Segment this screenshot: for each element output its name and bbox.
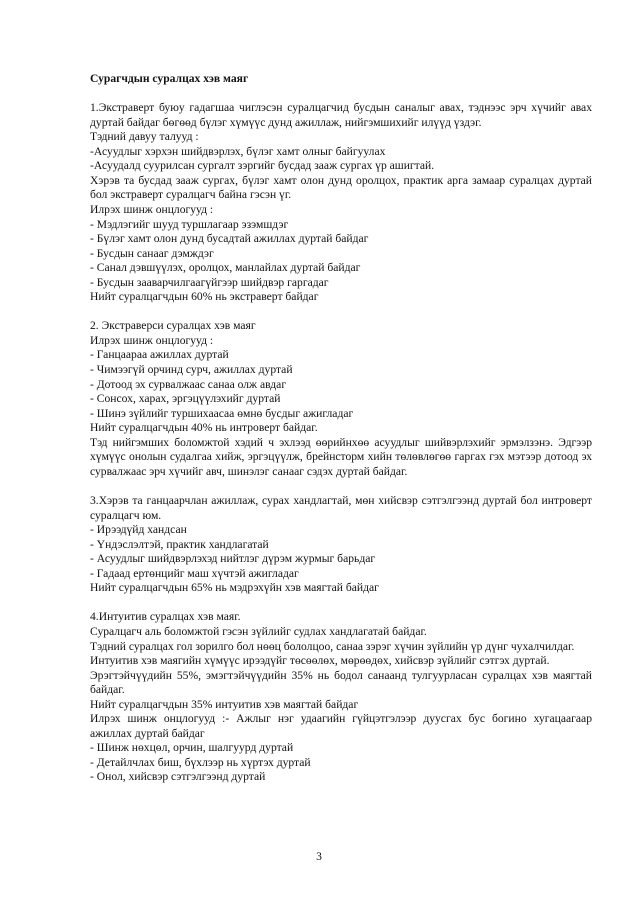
sign-item: - Мэдлэгийг шууд туршлагаар эзэмшдэг xyxy=(90,217,289,231)
sign-item: - Чимээгүй орчинд сурч, ажиллах дуртай xyxy=(90,363,293,377)
section-extravert xyxy=(90,101,592,305)
section-4-line: Тэдний суралцах гол зорилго бол нөөц бололцоо, санаа зэрэг хүчин зүйлийн үр дүнг чухалчилдаг. xyxy=(90,639,575,653)
sign-item: - Санал дэвшүүлэх, оролцох, манлайлах дуртай байдаг xyxy=(90,261,361,275)
section-1-note: Хэрэв та бусдад зааж сургах, бүлэг хамт олон дунд оролцох, практик арга замаар суралцах дуртай бол экстраверт суралцагч байна гэсэн үг. xyxy=(90,173,592,202)
signs-heading: Илрэх шинж онцлогууд : xyxy=(90,333,214,347)
document-page xyxy=(90,72,592,785)
sign-item: - Шинж нөхцөл, орчин, шалгуурд дуртай xyxy=(90,741,294,755)
section-1-intro: 1.Экстраверт буюу гадагшаа чиглэсэн суралцагчид бусдын саналыг авах, тэднээс эрч хүчийг авах дуртай байдаг бөгөөд бүлэг хүмүүс дунд ажиллаж, нийгэмшихийг илүүд үздэг. xyxy=(90,101,592,129)
section-introvert xyxy=(90,494,592,596)
document-title: Сурагчдын суралцах хэв маяг xyxy=(90,72,249,85)
spacer xyxy=(90,305,592,320)
section-4-line: Илрэх шинж онцлогууд :- Ажлыг нэг удаагийн гүйцэтгэлээр дуусгах бус богино хугацаагаар ажиллах дуртай байдаг xyxy=(90,712,592,740)
sign-item: - Шинэ зүйлийг туршихаасаа өмнө бусдыг ажигладаг xyxy=(90,406,354,420)
spacer xyxy=(90,596,592,611)
sign-item: - Бүлэг хамт олон дунд бусадтай ажиллах дуртай байдаг xyxy=(90,232,369,246)
section-4-line: Интуитив хэв маягийн хүмүүс ирээдүйг төсөөлөх, мөрөөдөх, хийсвэр зүйлийг сэтгэх дуртай. xyxy=(90,654,550,668)
section-3-intro: 3.Хэрэв та ганцаарчлан ажиллаж, сурах хандлагтай, мөн хийсвэр сэтгэлгээнд дуртай бол интроверт суралцагч юм. xyxy=(90,494,592,522)
advantages-heading: Тэдний давуу талууд : xyxy=(90,130,199,144)
advantage-item: -Асуудалд суурилсан сургалт зэргийг бусдад зааж сургах үр ашигтай. xyxy=(90,159,435,173)
sign-item: - Гадаад ертөнцийг маш хүчтэй ажигладаг xyxy=(90,566,299,580)
page-number: 3 xyxy=(316,850,322,863)
section-4-heading: 4.Интуитив суралцах хэв маяг. xyxy=(90,610,241,624)
section-2-heading: 2. Экстраверси суралцах хэв маяг xyxy=(90,319,256,333)
sign-item: - Асуудлыг шийдвэрлэхэд нийтлэг дүрэм журмыг барьдаг xyxy=(90,552,376,566)
section-1-stat: Нийт суралцагчдын 60% нь экстраверт байдаг xyxy=(90,290,319,304)
advantage-item: -Асуудлыг хэрхэн шийдвэрлэх, бүлэг хамт олныг байгуулах xyxy=(90,144,386,158)
spacer xyxy=(90,479,592,494)
section-extraversion xyxy=(90,319,592,479)
section-4-stat: Нийт суралцагчдын 35% интуитив хэв маягтай байдаг xyxy=(90,697,359,711)
sign-item: - Ирээдүйд хандсан xyxy=(90,523,187,537)
sign-item: - Детайлчлах биш, бүхлээр нь хүртэх дуртай xyxy=(90,755,311,769)
sign-item: - Үндэслэлтэй, практик хандлагатай xyxy=(90,537,269,551)
sign-item: - Сонсох, харах, эргэцүүлэхийг дуртай xyxy=(90,392,281,406)
sign-item: - Ганцаараа ажиллах дуртай xyxy=(90,348,229,362)
section-2-paragraph: Тэд нийгэмших боломжтой хэдий ч эхлээд өөрийнхөө асуудлыг шийвэрлэхийг эрмэлзэнэ. Эдгээр хүмүүс онолын судалгаа хийж, эргэцүүлж, брейнсторм хийн төлөвлөгөө гаргах гэх мэтээр дотоод эх сурвалжаас эрч хүчийг авч, шинэлэг санааг сэдэх дуртай байдаг. xyxy=(90,435,592,478)
sign-item: - Бусдын санааг дэмждэг xyxy=(90,246,214,260)
section-intuitive xyxy=(90,610,592,785)
sign-item: - Дотоод эх сурвалжаас санаа олж авдаг xyxy=(90,377,287,391)
sign-item: - Бусдын зааварчилгаагүйгээр шийдвэр гаргадаг xyxy=(90,275,329,289)
section-2-stat: Нийт суралцагчдын 40% нь интроверт байдаг. xyxy=(90,421,318,435)
section-3-stat: Нийт суралцагчдын 65% нь мэдрэхүйн хэв маягтай байдаг xyxy=(90,581,379,595)
signs-heading: Илрэх шинж онцлогууд : xyxy=(90,202,214,216)
section-4-line: Суралцагч аль боломжтой гэсэн зүйлийг судлах хандлагатай байдаг. xyxy=(90,624,427,638)
sign-item: - Онол, хийсвэр сэтгэлгээнд дуртай xyxy=(90,770,266,784)
section-4-line: Эрэгтэйчүүдийн 55%, эмэгтэйчүүдийн 35% нь бодол санаанд тулгуурласан суралцах хэв маягтай байдаг. xyxy=(90,668,592,697)
